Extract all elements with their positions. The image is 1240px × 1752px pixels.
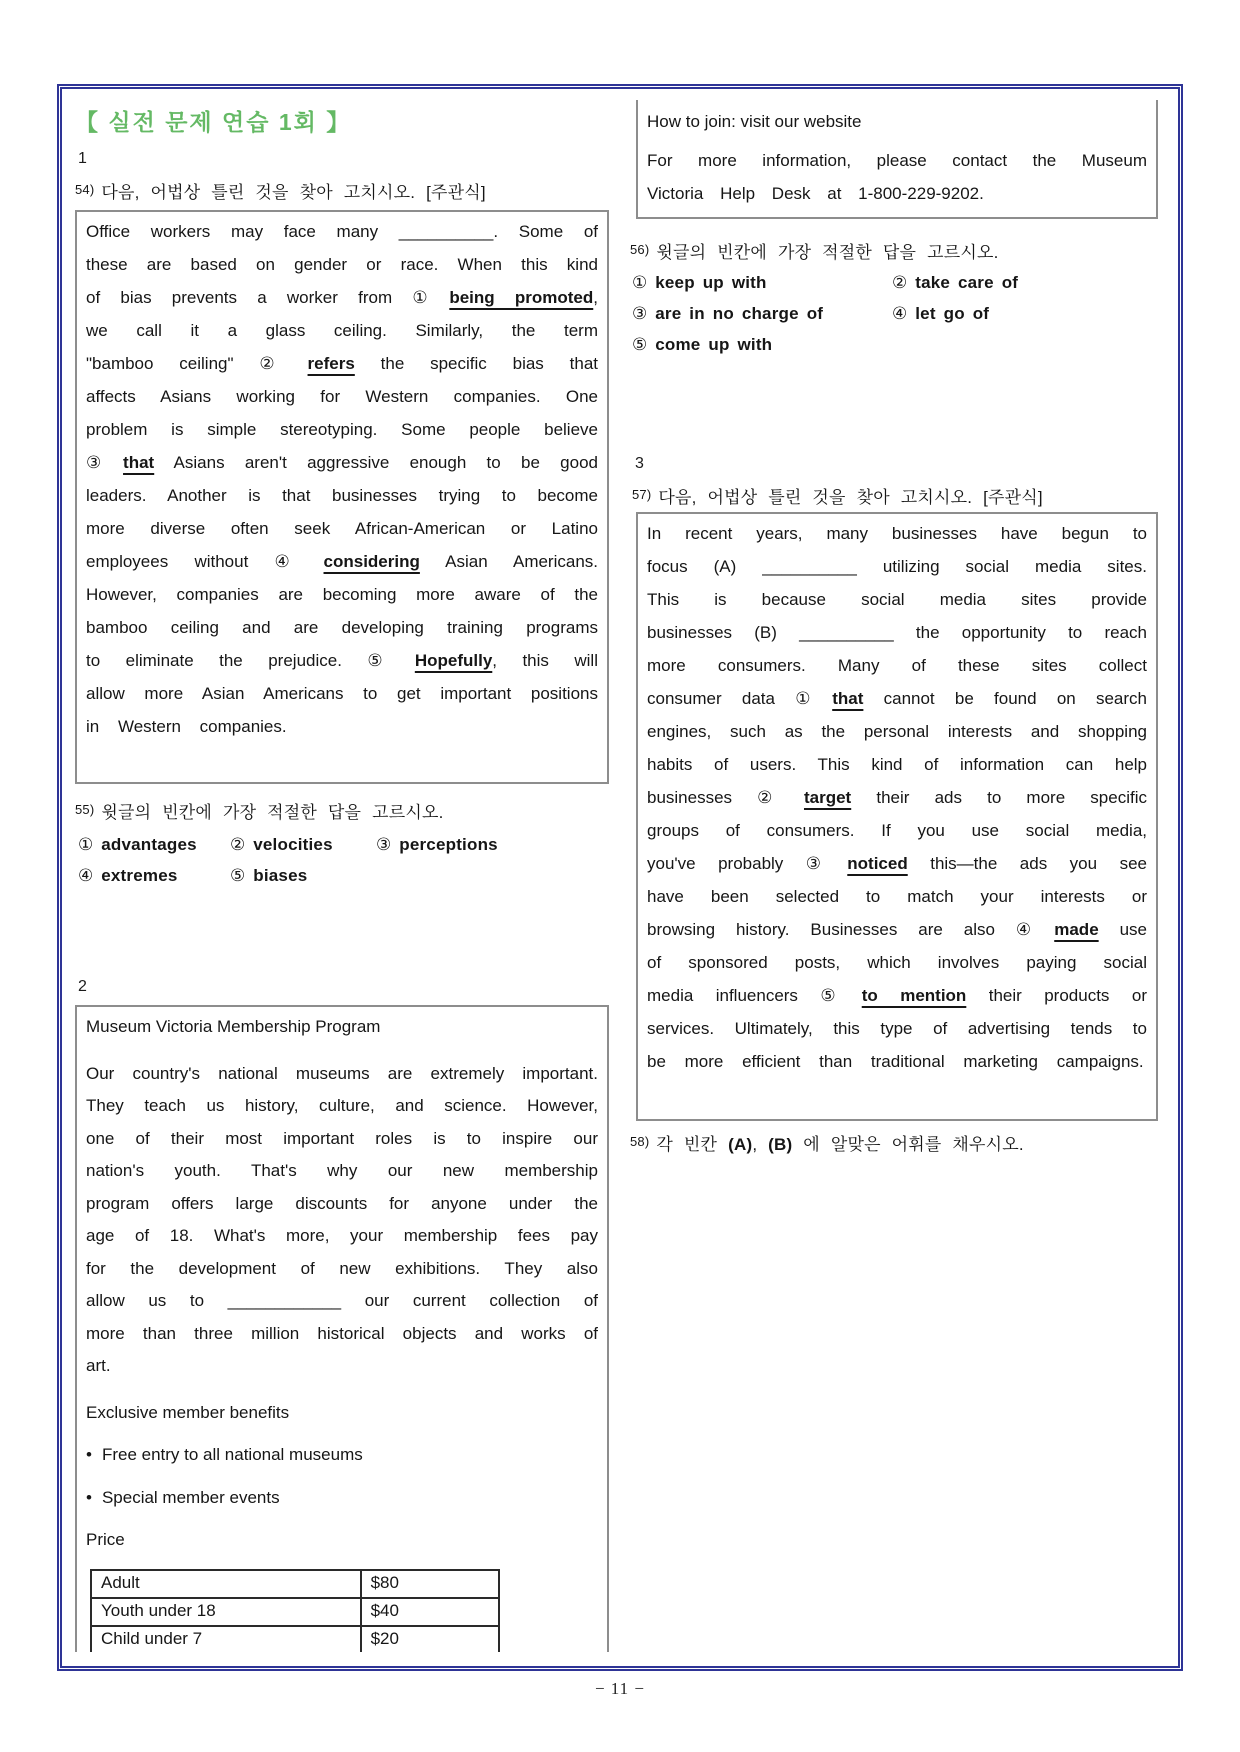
option-56-3-label: are in no charge of (655, 304, 824, 323)
marked-phrase: Hopefully (414, 651, 493, 670)
text-segment: , this will allow more Asian Americans to get important positions in Western companies. (86, 651, 598, 736)
option-55-5 (230, 861, 376, 891)
text-segment: 에 알맞은 어휘를 채우시오. (792, 1135, 1024, 1154)
marked-phrase: made (1054, 920, 1099, 939)
question-54 (75, 178, 486, 203)
text-segment: their products or services. Ultimately, this type of advertising tends to be more efficient than traditional marketing campaigns. (647, 986, 1147, 1071)
text-segment: Office workers may face many __________. Some of these are based on gender or race. When this kind of bias prevents a worker from ① (86, 222, 598, 307)
section-3-number: 3 (635, 455, 644, 472)
text-segment: cannot be found on search engines, such as the personal interests and shopping habits of users. This kind of information can help businesses ② (647, 689, 1147, 807)
marked-phrase: noticed (847, 854, 908, 873)
option-55-4-circle: ④ (78, 866, 94, 885)
question-54-text: 다음, 어법상 틀린 것을 찾아 고치시오. [주관식] (101, 183, 486, 202)
option-55-2-circle: ② (230, 835, 246, 854)
how-to-join-line: How to join: visit our website (647, 112, 862, 131)
marked-phrase: to mention (861, 986, 967, 1005)
option-55-5-label: biases (253, 866, 308, 885)
option-56-1 (632, 268, 892, 298)
page-number: − 11 − (594, 1679, 646, 1698)
option-56-3-circle: ③ (632, 304, 648, 323)
price-category: Adult (91, 1570, 361, 1598)
bold-phrase: (B) (768, 1135, 793, 1154)
question-57-text: 다음, 어법상 틀린 것을 찾아 고치시오. [주관식] (658, 488, 1043, 507)
option-56-4-circle: ④ (892, 304, 908, 323)
question-57 (632, 483, 1043, 508)
question-54-number: 54) (75, 182, 95, 197)
text-segment: Asians aren't aggressive enough to be good leaders. Another is that businesses trying to become more diverse often seek African-American or Latino employees without ④ (86, 453, 598, 571)
text-segment: , we call it a glass ceiling. Similarly, the term "bamboo ceiling" ② (86, 288, 598, 373)
option-56-5-circle: ⑤ (632, 335, 648, 354)
bullet-icon: • (86, 1487, 92, 1507)
text-segment: use of sponsored posts, which involves paying social media influencers ⑤ (647, 920, 1147, 1005)
question-58-number: 58) (630, 1134, 650, 1149)
section-2-number: 2 (78, 978, 87, 995)
more-info-line: For more information, please contact the Museum Victoria Help Desk at 1-800-229-9202. (647, 151, 1147, 203)
benefit-item-2 (86, 1482, 598, 1515)
text-segment: 각 빈칸 (656, 1135, 729, 1154)
price-row-adult (91, 1570, 499, 1598)
option-56-4-label: let go of (915, 304, 990, 323)
option-56-1-label: keep up with (655, 273, 767, 292)
price-row-youth (91, 1598, 499, 1626)
price-value: $40 (361, 1598, 499, 1626)
price-table (90, 1569, 500, 1653)
option-56-3 (632, 299, 892, 329)
option-55-2 (230, 830, 376, 860)
option-55-4-label: extremes (101, 866, 178, 885)
option-55-2-label: velocities (253, 835, 333, 854)
text-segment: , (752, 1135, 769, 1154)
marked-phrase: refers (307, 354, 355, 373)
option-55-1 (78, 830, 230, 860)
question-55-number: 55) (75, 802, 95, 817)
question-58 (630, 1130, 1024, 1155)
option-55-3-label: perceptions (399, 835, 498, 854)
question-56-text: 윗글의 빈칸에 가장 적절한 답을 고르시오. (656, 243, 999, 262)
text-segment: the specific bias that affects Asians working for Western companies. One problem is simple stereotyping. Some people believe ③ (86, 354, 598, 472)
option-55-3 (376, 830, 598, 860)
option-55-1-circle: ① (78, 835, 94, 854)
marked-phrase: that (123, 453, 155, 472)
text-segment: Asian Americans. However, companies are becoming more aware of the bamboo ceiling and are developing training programs to eliminate the prejudice. ⑤ (86, 552, 599, 670)
question-56 (630, 238, 999, 263)
marked-phrase: that (832, 689, 864, 708)
benefit-item-1 (86, 1439, 598, 1472)
option-56-2 (892, 268, 1152, 298)
price-category: Child under 7 (91, 1626, 361, 1653)
question-56-number: 56) (630, 242, 650, 257)
text-segment: their ads to more specific groups of consumers. If you use social media, you've probably ③ (647, 788, 1147, 873)
bullet-icon: • (86, 1445, 92, 1464)
museum-program-paragraph: Our country's national museums are extremely important. They teach us history, culture, and science. However, one of their most important roles is to inspire our nation's youth. That's why our new membership program offers large discounts for anyone under the age of 18. What's more, your membership fees pay for the development of new exhibitions. They also allow us to ____________ our current collection of more than three million historical objects and works of art. (86, 1063, 598, 1375)
member-benefits-heading: Exclusive member benefits (86, 1402, 290, 1422)
passage-box-2-continued (636, 100, 1158, 219)
options-55 (78, 830, 598, 891)
option-55-3-circle: ③ (376, 835, 392, 854)
marked-phrase: being promoted (449, 288, 594, 307)
question-57-number: 57) (632, 487, 652, 502)
price-category: Youth under 18 (91, 1598, 361, 1626)
question-55-text: 윗글의 빈칸에 가장 적절한 답을 고르시오. (101, 803, 444, 822)
option-56-4 (892, 299, 1152, 329)
text-segment: this—the ads you see have been selected to match your interests or browsing history. Businesses are also ④ (647, 854, 1147, 939)
option-56-5-label: come up with (655, 335, 773, 354)
section-1-number: 1 (78, 150, 87, 167)
price-row-child (91, 1626, 499, 1653)
option-56-5 (632, 330, 892, 360)
price-value: $80 (361, 1570, 499, 1598)
option-56-1-circle: ① (632, 273, 648, 292)
price-value: $20 (361, 1626, 499, 1653)
options-56 (632, 268, 1152, 360)
option-55-4 (78, 861, 230, 891)
passage-box-2 (75, 1005, 609, 1652)
passage-box-3 (636, 512, 1158, 1121)
option-56-2-circle: ② (892, 273, 908, 292)
text-segment: In recent years, many businesses have begun to focus (A) __________ utilizing social media sites. This is because social media sites provide businesses (B) __________ the opportunity to reach more consumers. Many of these sites collect consumer data ① (647, 524, 1147, 708)
option-56-2-label: take care of (915, 273, 1019, 292)
option-55-1-label: advantages (101, 835, 197, 854)
benefit-item-1-text: Free entry to all national museums (101, 1445, 363, 1464)
benefit-item-2-text: Special member events (101, 1487, 280, 1507)
bold-phrase: (A) (728, 1135, 753, 1154)
marked-phrase: considering (323, 552, 420, 571)
worksheet-title: 【 실전 문제 연습 1회 】 (75, 109, 352, 135)
passage-box-1 (75, 210, 609, 784)
museum-program-title: Museum Victoria Membership Program (86, 1017, 381, 1036)
marked-phrase: target (803, 788, 852, 807)
option-55-5-circle: ⑤ (230, 866, 246, 885)
question-55 (75, 798, 444, 823)
price-heading: Price (86, 1530, 125, 1549)
question-58-text (656, 1135, 1023, 1154)
